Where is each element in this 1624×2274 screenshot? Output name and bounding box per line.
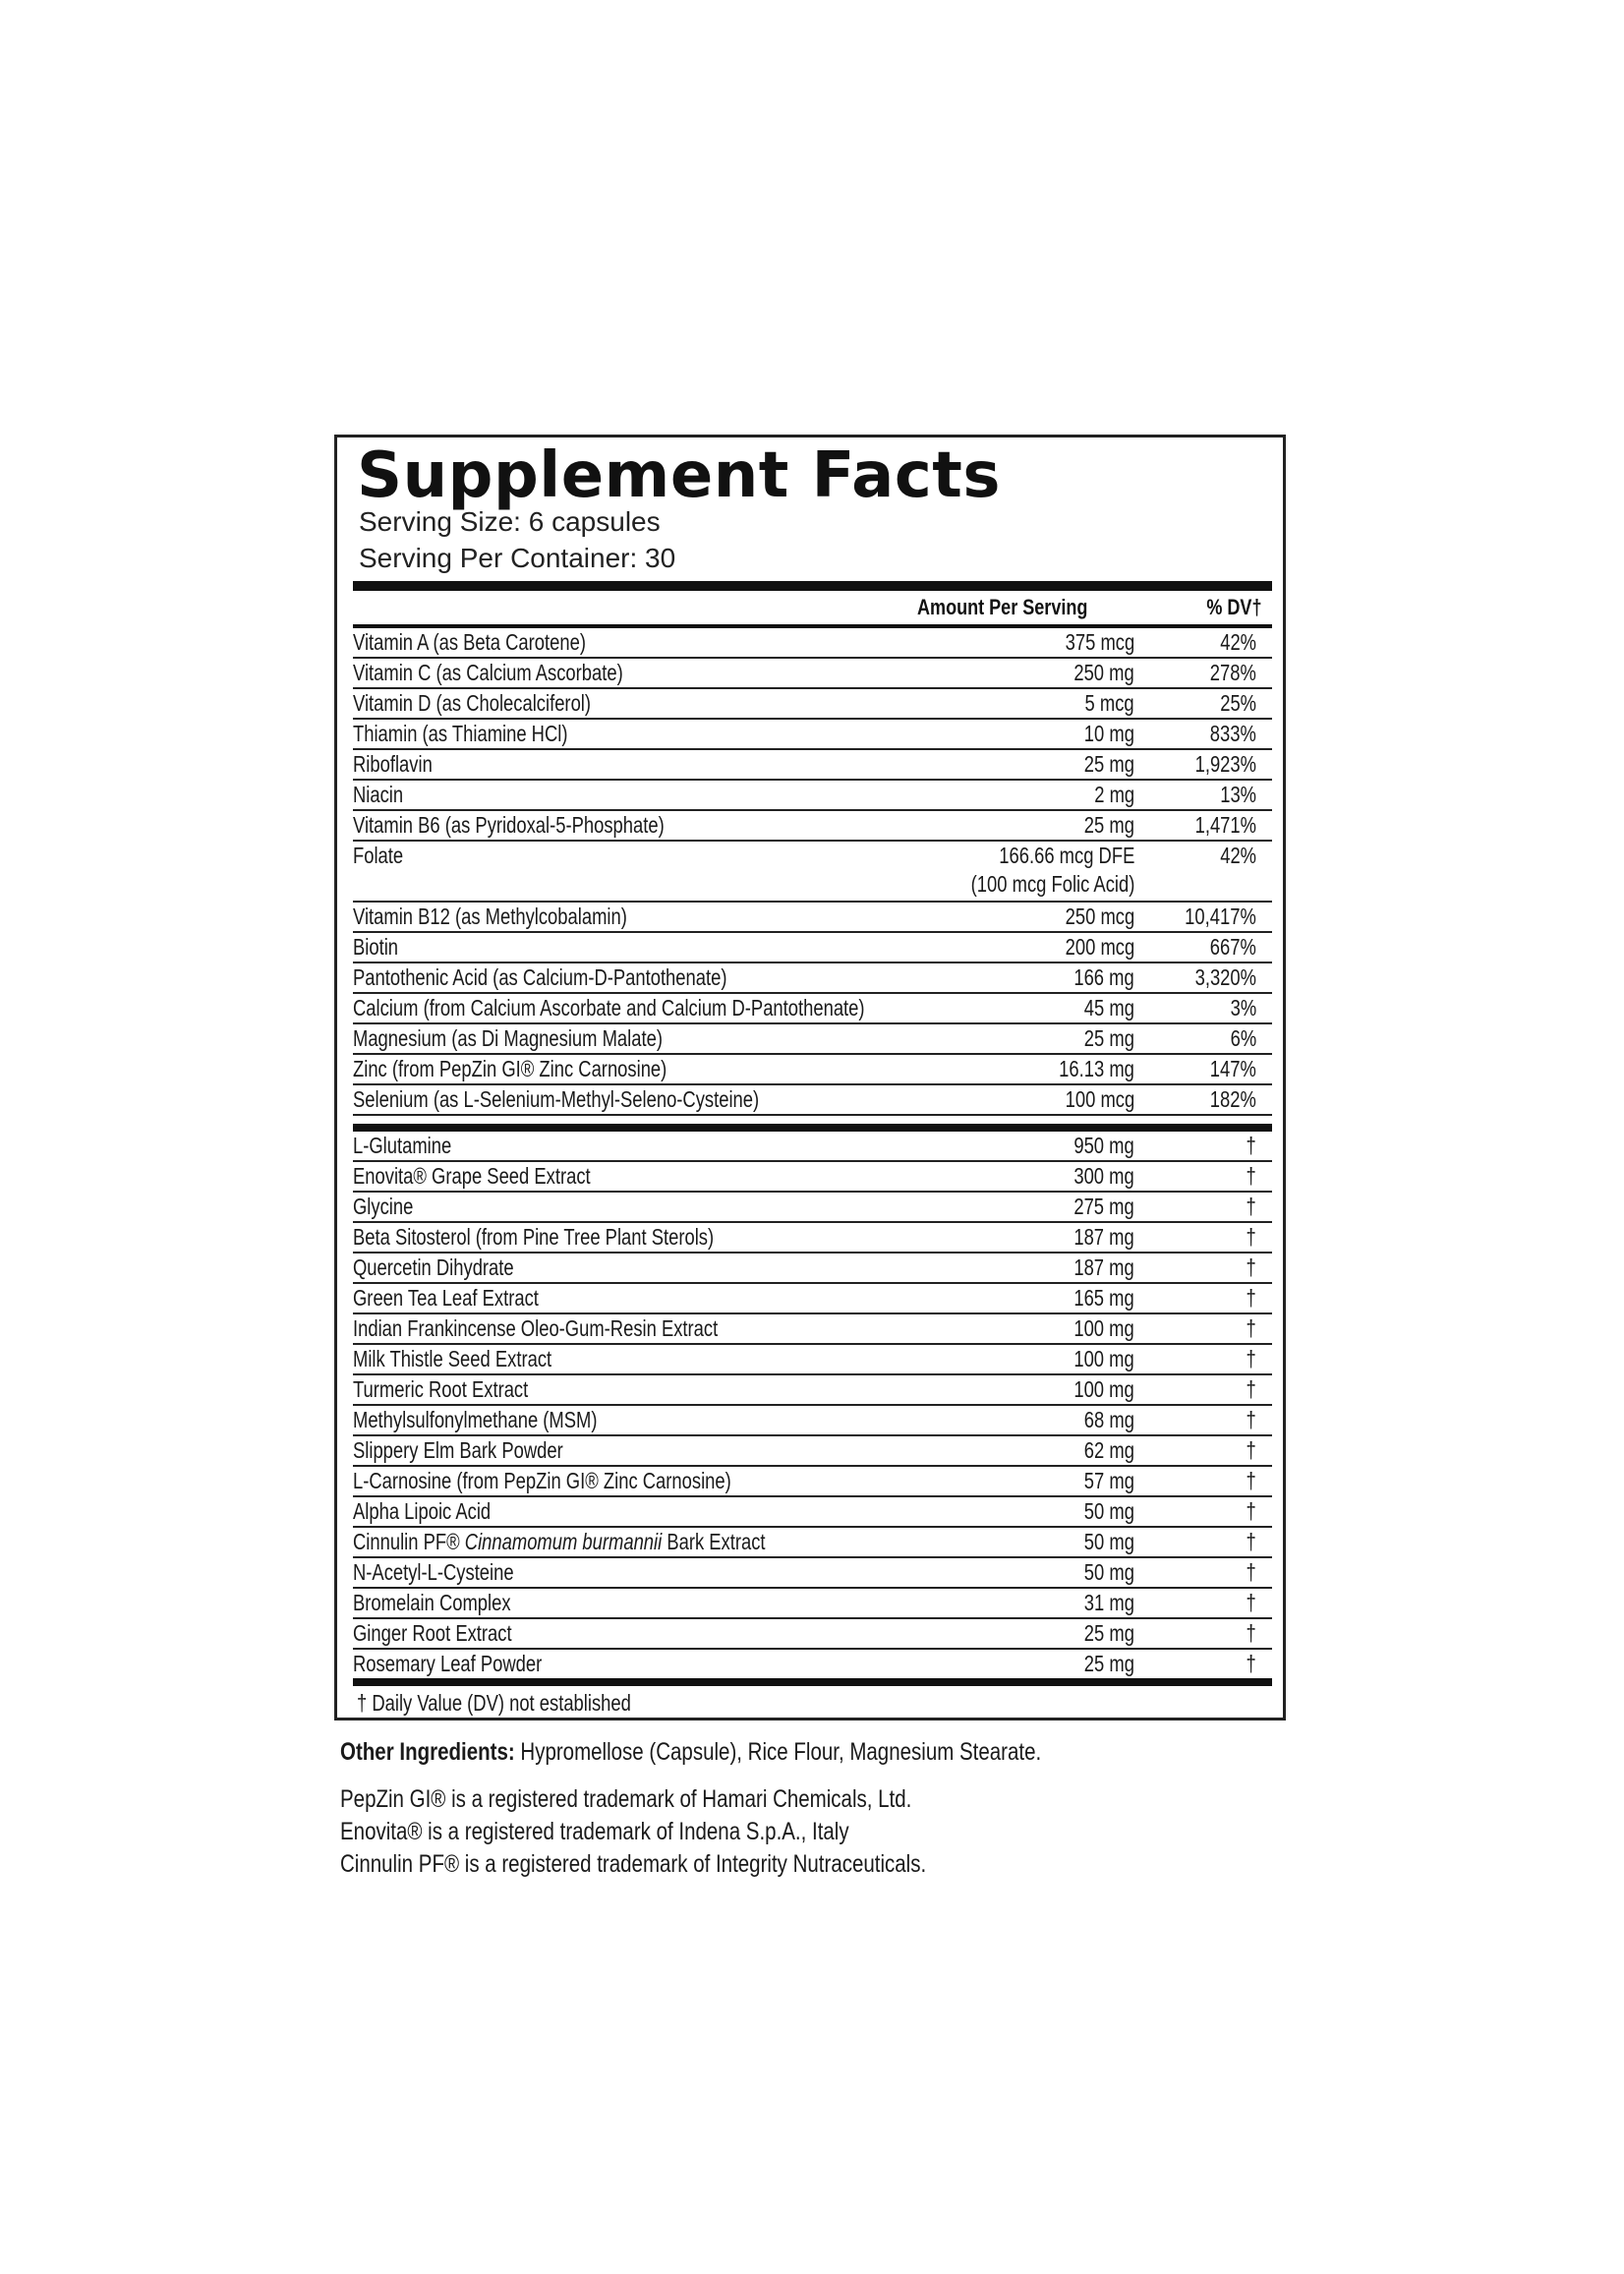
table-row [353, 963, 1272, 994]
row-amount: 100 mg [1073, 1346, 1134, 1371]
row-dv: † [1246, 1163, 1256, 1189]
row-amount: 100 mg [1073, 1315, 1134, 1341]
table-row [353, 689, 1272, 720]
row-dv: † [1246, 1437, 1256, 1463]
table-row [353, 1055, 1272, 1085]
row-amount: 187 mg [1073, 1254, 1134, 1280]
row-dv: 13% [1220, 782, 1256, 807]
table-row [353, 750, 1272, 781]
row-name: Vitamin C (as Calcium Ascorbate) [353, 660, 623, 685]
row-name: Thiamin (as Thiamine HCl) [353, 721, 568, 746]
row-dv: † [1246, 1529, 1256, 1554]
row-dv: † [1246, 1194, 1256, 1219]
row-dv: 278% [1209, 660, 1256, 685]
row-amount: 275 mg [1073, 1194, 1134, 1219]
row-amount: 25 mg [1083, 812, 1134, 838]
row-dv: † [1246, 1407, 1256, 1432]
table-row [353, 1528, 1272, 1558]
row-amount: 50 mg [1083, 1529, 1134, 1554]
row-name: Magnesium (as Di Magnesium Malate) [353, 1025, 663, 1051]
other-ingredients [340, 1738, 1041, 1767]
row-amount: 25 mg [1083, 1025, 1134, 1051]
row-amount: 68 mg [1083, 1407, 1134, 1432]
row-dv: † [1246, 1651, 1256, 1676]
table-row [353, 1284, 1272, 1314]
row-name: Biotin [353, 934, 399, 960]
row-dv: † [1246, 1620, 1256, 1646]
row-dv: 1,923% [1194, 751, 1256, 777]
table-row [353, 1558, 1272, 1589]
table-row [353, 811, 1272, 842]
row-amount: 100 mcg [1065, 1086, 1134, 1112]
row-dv: 3,320% [1194, 964, 1256, 990]
row-name: Turmeric Root Extract [353, 1376, 529, 1402]
row-dv: 25% [1220, 690, 1256, 716]
row-amount: 200 mcg [1065, 934, 1134, 960]
row-name: Slippery Elm Bark Powder [353, 1437, 563, 1463]
trademark-note: PepZin GI® is a registered trademark of Hamari Chemicals, Ltd. [340, 1785, 912, 1813]
section-divider [353, 1124, 1272, 1132]
row-name: Enovita® Grape Seed Extract [353, 1163, 591, 1189]
row-amount: 10 mg [1083, 721, 1134, 746]
row-dv: 833% [1209, 721, 1256, 746]
row-amount-sub: (100 mcg Folic Acid) [970, 871, 1134, 897]
row-dv: † [1246, 1468, 1256, 1493]
row-name: Selenium (as L-Selenium-Methyl-Seleno-Cysteine) [353, 1086, 760, 1112]
trademark-note: Enovita® is a registered trademark of Indena S.p.A., Italy [340, 1818, 849, 1845]
row-name: Rosemary Leaf Powder [353, 1651, 543, 1676]
row-dv: † [1246, 1254, 1256, 1280]
table-row [353, 1193, 1272, 1223]
row-amount: 250 mcg [1065, 904, 1134, 929]
row-amount [970, 842, 1134, 899]
table-row [353, 1162, 1272, 1193]
row-amount: 300 mg [1073, 1163, 1134, 1189]
row-amount: 165 mg [1073, 1285, 1134, 1311]
other-ingredients-text: Hypromellose (Capsule), Rice Flour, Magnesium Stearate. [520, 1738, 1042, 1766]
table-row [353, 1254, 1272, 1284]
serving-size: Serving Size: 6 capsules [359, 506, 661, 537]
table-row [353, 1345, 1272, 1375]
row-amount: 57 mg [1083, 1468, 1134, 1493]
other-actives-list [353, 1132, 1272, 1680]
row-name: Milk Thistle Seed Extract [353, 1346, 552, 1371]
nutrient-list [353, 628, 1272, 1116]
row-amount: 2 mg [1094, 782, 1134, 807]
row-name: Vitamin B12 (as Methylcobalamin) [353, 904, 627, 929]
table-row [353, 1650, 1272, 1680]
table-row [353, 1467, 1272, 1497]
other-ingredients-label: Other Ingredients: [340, 1738, 515, 1766]
row-dv: 42% [1220, 629, 1256, 655]
table-row [353, 628, 1272, 659]
table-row [353, 933, 1272, 963]
row-dv: 3% [1230, 995, 1256, 1020]
row-name: Methylsulfonylmethane (MSM) [353, 1407, 598, 1432]
row-name-tail: Bark Extract [667, 1529, 766, 1554]
row-amount: 250 mg [1073, 660, 1134, 685]
row-dv: † [1246, 1559, 1256, 1585]
row-dv: † [1246, 1590, 1256, 1615]
row-name: Pantothenic Acid (as Calcium-D-Pantothenate) [353, 964, 727, 990]
row-dv: † [1246, 1376, 1256, 1402]
row-amount: 100 mg [1073, 1376, 1134, 1402]
row-name: L-Glutamine [353, 1133, 452, 1158]
row-dv: 667% [1209, 934, 1256, 960]
thick-divider [353, 581, 1272, 591]
row-name: Riboflavin [353, 751, 433, 777]
row-amount: 375 mcg [1065, 629, 1134, 655]
row-name: Calcium (from Calcium Ascorbate and Calcium D-Pantothenate) [353, 995, 865, 1020]
table-row [353, 781, 1272, 811]
table-row [353, 720, 1272, 750]
row-name: Ginger Root Extract [353, 1620, 512, 1646]
row-dv: 42% [1220, 843, 1256, 868]
servings-per-container: Serving Per Container: 30 [359, 543, 676, 573]
dv-column-header: % DV† [1205, 595, 1261, 619]
row-name: N-Acetyl-L-Cysteine [353, 1559, 514, 1585]
row-amount: 950 mg [1073, 1133, 1134, 1158]
table-row [353, 1132, 1272, 1162]
row-name: Alpha Lipoic Acid [353, 1498, 492, 1524]
row-name: L-Carnosine (from PepZin GI® Zinc Carnosine) [353, 1468, 731, 1493]
table-row [353, 659, 1272, 689]
row-dv: † [1246, 1315, 1256, 1341]
row-dv: 10,417% [1185, 904, 1256, 929]
dv-footnote: † Daily Value (DV) not established [357, 1690, 631, 1716]
table-row [353, 1314, 1272, 1345]
row-name-brand: Cinnulin PF® [353, 1529, 460, 1554]
row-amount: 25 mg [1083, 1651, 1134, 1676]
row-name [353, 1528, 766, 1556]
row-dv: 1,471% [1194, 812, 1256, 838]
row-name: Vitamin A (as Beta Carotene) [353, 629, 586, 655]
row-name: Zinc (from PepZin GI® Zinc Carnosine) [353, 1056, 667, 1081]
row-amount: 45 mg [1083, 995, 1134, 1020]
table-row [353, 1085, 1272, 1116]
table-row [353, 1619, 1272, 1650]
panel-title: Supplement Facts [357, 439, 1001, 512]
row-name: Quercetin Dihydrate [353, 1254, 514, 1280]
table-row [353, 994, 1272, 1024]
row-name: Green Tea Leaf Extract [353, 1285, 539, 1311]
row-name: Bromelain Complex [353, 1590, 511, 1615]
row-dv: † [1246, 1285, 1256, 1311]
row-amount-main: 166.66 mcg DFE [998, 843, 1134, 868]
row-amount: 62 mg [1083, 1437, 1134, 1463]
table-row [353, 1024, 1272, 1055]
row-name: Beta Sitosterol (from Pine Tree Plant Sterols) [353, 1224, 715, 1250]
row-name-species: Cinnamomum burmannii [464, 1529, 663, 1554]
row-amount: 5 mcg [1084, 690, 1134, 716]
trademark-note: Cinnulin PF® is a registered trademark of Integrity Nutraceuticals. [340, 1850, 927, 1878]
row-dv: 6% [1230, 1025, 1256, 1051]
bottom-divider [353, 1678, 1272, 1686]
row-amount: 25 mg [1083, 751, 1134, 777]
table-row [353, 1223, 1272, 1254]
table-row [353, 1375, 1272, 1406]
row-dv: † [1246, 1133, 1256, 1158]
row-name: Niacin [353, 782, 404, 807]
row-amount: 166 mg [1073, 964, 1134, 990]
table-row [353, 1589, 1272, 1619]
row-dv: 147% [1209, 1056, 1256, 1081]
row-dv: † [1246, 1498, 1256, 1524]
table-row [353, 1497, 1272, 1528]
row-amount: 31 mg [1083, 1590, 1134, 1615]
table-row [353, 903, 1272, 933]
row-name: Glycine [353, 1194, 414, 1219]
row-dv: † [1246, 1224, 1256, 1250]
row-name: Vitamin B6 (as Pyridoxal-5-Phosphate) [353, 812, 665, 838]
row-amount: 16.13 mg [1059, 1056, 1134, 1081]
row-amount: 50 mg [1083, 1559, 1134, 1585]
row-amount: 50 mg [1083, 1498, 1134, 1524]
row-dv: 182% [1209, 1086, 1256, 1112]
table-row [353, 842, 1272, 903]
row-name: Folate [353, 843, 404, 868]
row-amount: 187 mg [1073, 1224, 1134, 1250]
row-name: Vitamin D (as Cholecalciferol) [353, 690, 592, 716]
table-row [353, 1406, 1272, 1436]
row-dv: † [1246, 1346, 1256, 1371]
supplement-facts-panel [334, 435, 1286, 1720]
table-row [353, 1436, 1272, 1467]
amount-column-header: Amount Per Serving [917, 595, 1088, 619]
row-amount: 25 mg [1083, 1620, 1134, 1646]
row-name: Indian Frankincense Oleo-Gum-Resin Extract [353, 1315, 719, 1341]
